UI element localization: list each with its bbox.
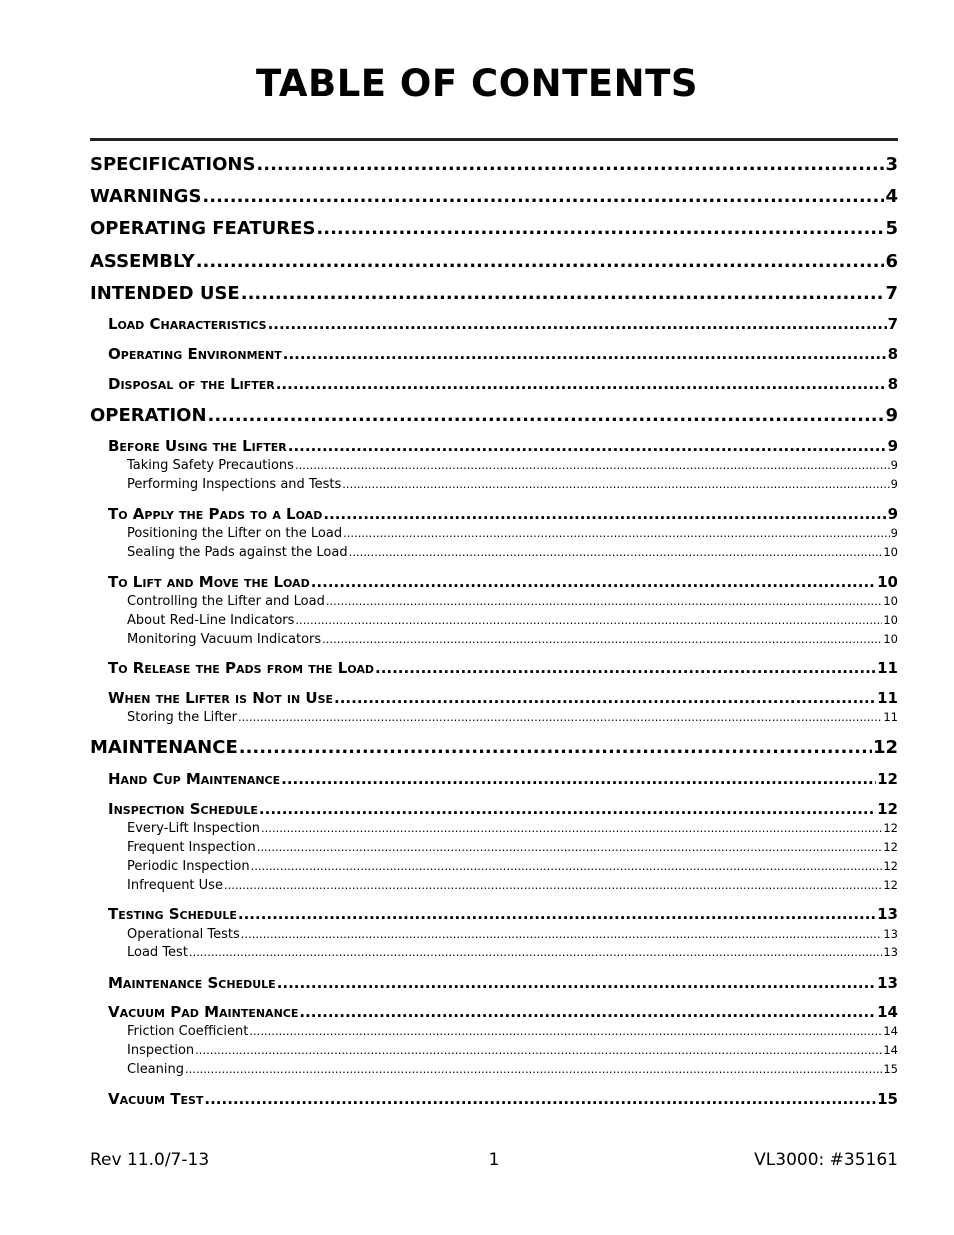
- toc-entry-label: To Apply the Pads to a Load: [108, 505, 323, 523]
- toc-entry-label: Performing Inspections and Tests: [127, 477, 342, 492]
- toc-entry-label: ASSEMBLY: [90, 251, 195, 272]
- dot-leader: [257, 840, 883, 854]
- toc-entry[interactable]: [90, 186, 898, 209]
- toc-entry[interactable]: [108, 437, 898, 456]
- toc-entry[interactable]: [127, 927, 898, 943]
- toc-entry-page: 11: [883, 710, 898, 724]
- toc-entry-label: To Release the Pads from the Load: [108, 659, 375, 677]
- toc-entry-label: Storing the Lifter: [127, 710, 237, 725]
- dot-leader: [295, 613, 882, 627]
- dot-leader: [334, 689, 876, 708]
- toc-entry-page: 11: [877, 659, 898, 677]
- toc-entry-page: 5: [885, 218, 898, 239]
- toc-entry[interactable]: [127, 477, 898, 493]
- toc-entry[interactable]: [90, 154, 898, 177]
- toc-entry-page: 10: [883, 613, 898, 627]
- toc-entry[interactable]: [127, 710, 898, 726]
- dot-leader: [281, 770, 876, 789]
- toc-entry-label: To Lift and Move the Load: [108, 573, 310, 591]
- dot-leader: [238, 905, 876, 924]
- dot-leader: [322, 632, 882, 646]
- toc-entry-page: 4: [885, 186, 898, 207]
- toc-entry[interactable]: [90, 283, 898, 306]
- toc-entry-label: OPERATING FEATURES: [90, 218, 316, 239]
- toc-entry[interactable]: [90, 251, 898, 274]
- toc-entry[interactable]: [108, 345, 898, 364]
- toc-entry-label: Frequent Inspection: [127, 840, 256, 855]
- toc-entry-page: 6: [885, 251, 898, 272]
- toc-entry-label: Load Characteristics: [108, 315, 267, 333]
- toc-entry-page: 12: [883, 859, 898, 873]
- revision-label: Rev 11.0/7-13: [90, 1150, 210, 1170]
- toc-entry-label: Friction Coefficient: [127, 1024, 249, 1039]
- toc-entry-label: Monitoring Vacuum Indicators: [127, 632, 322, 647]
- page-footer: [90, 1150, 898, 1174]
- toc-entry-label: Inspection: [127, 1043, 195, 1058]
- dot-leader: [323, 505, 886, 524]
- toc-entry-page: 9: [887, 437, 898, 455]
- toc-entry-label: Sealing the Pads against the Load: [127, 545, 348, 560]
- toc-entry[interactable]: [127, 1062, 898, 1078]
- dot-leader: [239, 737, 872, 760]
- toc-entry-page: 13: [883, 945, 898, 959]
- toc-entry-page: 9: [887, 505, 898, 523]
- dot-leader: [256, 154, 884, 177]
- toc-entry-label: Maintenance Schedule: [108, 974, 276, 992]
- dot-leader: [326, 594, 883, 608]
- toc-entry-page: 10: [883, 632, 898, 646]
- toc-entry-page: 13: [877, 905, 898, 923]
- dot-leader: [259, 800, 876, 819]
- toc-entry[interactable]: [108, 505, 898, 524]
- toc-entry-page: 7: [887, 315, 898, 333]
- toc-entry[interactable]: [108, 315, 898, 334]
- toc-entry-label: Inspection Schedule: [108, 800, 258, 818]
- toc-entry-label: Controlling the Lifter and Load: [127, 594, 325, 609]
- toc-entry[interactable]: [90, 737, 898, 760]
- toc-entry[interactable]: [127, 1043, 898, 1059]
- dot-leader: [349, 545, 883, 559]
- toc-entry-page: 10: [883, 545, 898, 559]
- toc-entry-label: Operating Environment: [108, 345, 282, 363]
- toc-entry-page: 9: [885, 405, 898, 426]
- dot-leader: [276, 375, 887, 394]
- toc-entry-label: Vacuum Pad Maintenance: [108, 1003, 299, 1021]
- toc-entry-label: Cleaning: [127, 1062, 184, 1077]
- dot-leader: [283, 345, 887, 364]
- dot-leader: [316, 218, 884, 241]
- toc-entry[interactable]: [127, 458, 898, 474]
- toc-entry[interactable]: [108, 770, 898, 789]
- toc-entry-page: 7: [885, 283, 898, 304]
- dot-leader: [343, 526, 890, 540]
- toc-entry[interactable]: [108, 800, 898, 819]
- toc-entry-page: 14: [883, 1043, 898, 1057]
- dot-leader: [241, 927, 883, 941]
- dot-leader: [299, 1003, 876, 1022]
- toc-entry[interactable]: [127, 526, 898, 542]
- toc-entry-page: 14: [877, 1003, 898, 1021]
- toc-entry-label: Hand Cup Maintenance: [108, 770, 281, 788]
- toc-entry[interactable]: [127, 859, 898, 875]
- page-number: 1: [488, 1150, 500, 1170]
- dot-leader: [251, 859, 883, 873]
- toc-entry-label: OPERATION: [90, 405, 207, 426]
- toc-entry[interactable]: [127, 632, 898, 648]
- toc-entry-page: 9: [890, 526, 898, 540]
- toc-entry-label: Load Test: [127, 945, 188, 960]
- dot-leader: [288, 437, 887, 456]
- toc-entry-page: 12: [883, 878, 898, 892]
- toc-entry[interactable]: [127, 821, 898, 837]
- document-id: VL3000: #35161: [754, 1150, 898, 1170]
- toc-entry-page: 13: [883, 927, 898, 941]
- toc-entry[interactable]: [108, 659, 898, 678]
- toc-entry[interactable]: [108, 974, 898, 993]
- dot-leader: [375, 659, 876, 678]
- toc-entry-page: 11: [877, 689, 898, 707]
- dot-leader: [241, 283, 885, 306]
- dot-leader: [342, 477, 889, 491]
- toc-entry-page: 12: [877, 770, 898, 788]
- dot-leader: [196, 251, 885, 274]
- toc-entry-page: 12: [877, 800, 898, 818]
- toc-entry-label: WARNINGS: [90, 186, 202, 207]
- toc-entry-page: 9: [890, 458, 898, 472]
- dot-leader: [189, 945, 882, 959]
- toc-entry-label: Periodic Inspection: [127, 859, 250, 874]
- dot-leader: [195, 1043, 882, 1057]
- dot-leader: [268, 315, 887, 334]
- toc-entry[interactable]: [127, 878, 898, 894]
- dot-leader: [238, 710, 882, 724]
- toc-entry-page: 8: [887, 345, 898, 363]
- toc-entry-label: Disposal of the Lifter: [108, 375, 275, 393]
- toc-entry-label: About Red-Line Indicators: [127, 613, 295, 628]
- toc-entry-page: 3: [885, 154, 898, 175]
- toc-entry-page: 15: [877, 1090, 898, 1108]
- dot-leader: [224, 878, 882, 892]
- toc-entry-label: Before Using the Lifter: [108, 437, 287, 455]
- toc-entry-page: 12: [883, 840, 898, 854]
- toc-entry-label: Vacuum Test: [108, 1090, 204, 1108]
- toc-entry-page: 10: [883, 594, 898, 608]
- toc-entry-label: Testing Schedule: [108, 905, 237, 923]
- toc-entry-label: When the Lifter is Not in Use: [108, 689, 334, 707]
- toc-entry[interactable]: [127, 613, 898, 629]
- toc-entry-page: 14: [883, 1024, 898, 1038]
- toc-entry[interactable]: [108, 905, 898, 924]
- page-title: TABLE OF CONTENTS: [256, 62, 698, 105]
- dot-leader: [185, 1062, 882, 1076]
- toc-entry-label: Taking Safety Precautions: [127, 458, 294, 473]
- title-divider: [90, 138, 898, 141]
- toc-entry-label: Every-Lift Inspection: [127, 821, 260, 836]
- toc-entry[interactable]: [108, 1090, 898, 1109]
- toc-entry[interactable]: [90, 405, 898, 428]
- toc-entry[interactable]: [127, 840, 898, 856]
- dot-leader: [311, 573, 876, 592]
- dot-leader: [295, 458, 890, 472]
- toc-entry-page: 12: [883, 821, 898, 835]
- toc-entry-label: Operational Tests: [127, 927, 240, 942]
- toc-entry-page: 10: [877, 573, 898, 591]
- dot-leader: [202, 186, 884, 209]
- toc-entry-label: Positioning the Lifter on the Load: [127, 526, 343, 541]
- toc-entry-page: 8: [887, 375, 898, 393]
- dot-leader: [261, 821, 882, 835]
- toc-entry[interactable]: [108, 1003, 898, 1022]
- toc-entry[interactable]: [108, 375, 898, 394]
- toc-entry[interactable]: [108, 573, 898, 592]
- toc-entry-page: 9: [890, 477, 898, 491]
- toc-entry[interactable]: [90, 218, 898, 241]
- dot-leader: [208, 405, 885, 428]
- toc-entry[interactable]: [127, 945, 898, 961]
- toc-entry-page: 12: [872, 737, 898, 758]
- toc-entry-label: MAINTENANCE: [90, 737, 238, 758]
- toc-entry-page: 13: [877, 974, 898, 992]
- toc-entry-label: SPECIFICATIONS: [90, 154, 256, 175]
- dot-leader: [249, 1024, 882, 1038]
- toc-entry[interactable]: [127, 545, 898, 561]
- toc-entry[interactable]: [108, 689, 898, 708]
- toc-entry[interactable]: [127, 1024, 898, 1040]
- dot-leader: [204, 1090, 876, 1109]
- toc-entry-page: 15: [883, 1062, 898, 1076]
- toc-entry-label: Infrequent Use: [127, 878, 223, 893]
- dot-leader: [277, 974, 876, 993]
- toc-entry[interactable]: [127, 594, 898, 610]
- toc-entry-label: INTENDED USE: [90, 283, 240, 304]
